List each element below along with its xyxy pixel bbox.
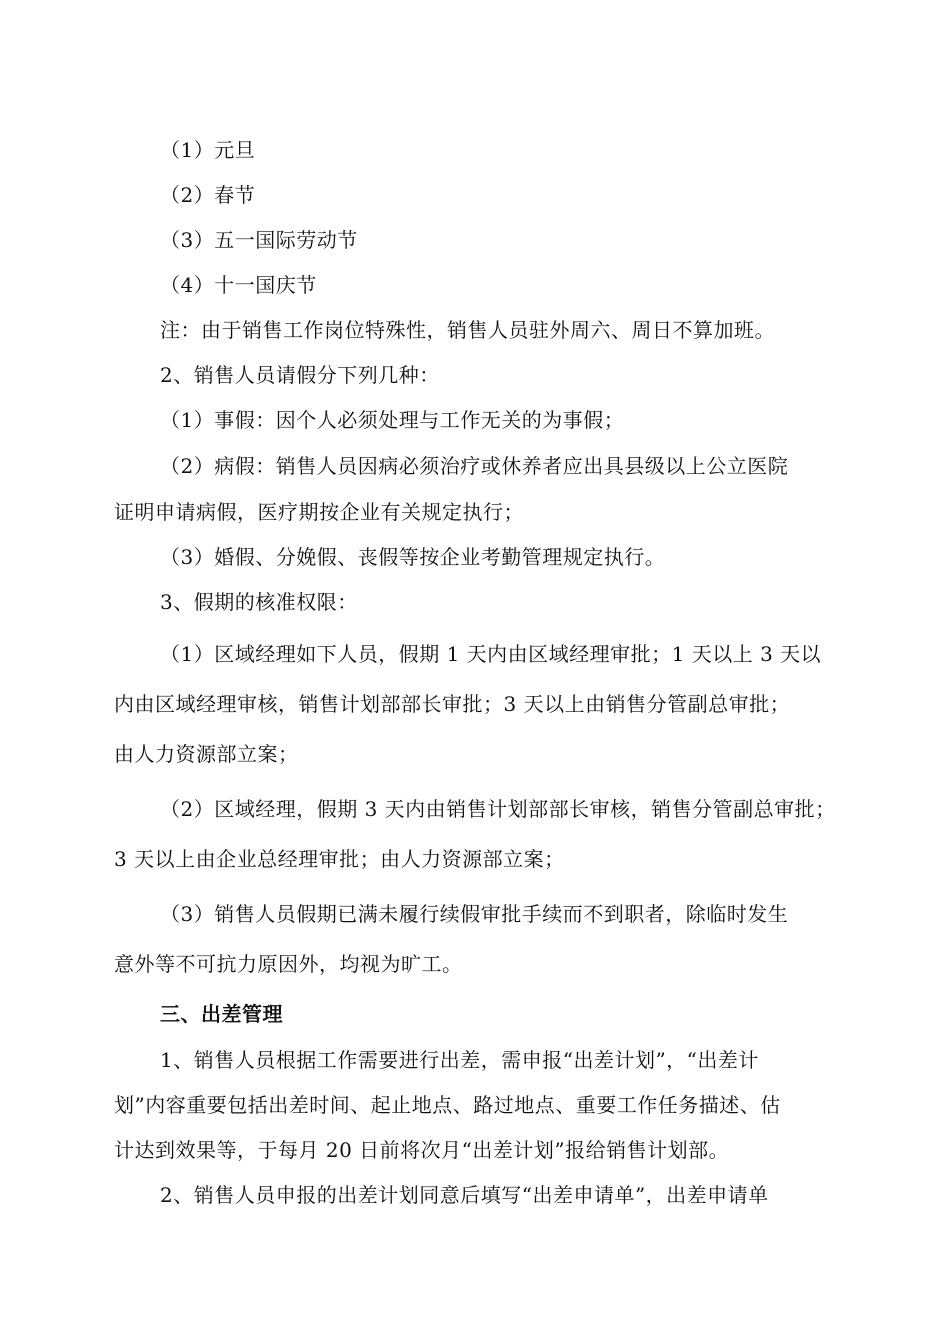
leave-types-heading: 2、销售人员请假分下列几种：	[160, 363, 440, 387]
approval-item-1-line-2: 内由区域经理审核，销售计划部部长审批；3 天以上由销售分管副总审批；	[114, 692, 791, 716]
holiday-item-2: （2）春节	[160, 183, 256, 207]
approval-item-3-line-2: 意外等不可抗力原因外，均视为旷工。	[114, 952, 463, 976]
holiday-item-1: （1）元旦	[160, 138, 256, 162]
trip-item-1-line-2: 划”内容重要包括出差时间、起止地点、路过地点、重要工作任务描述、估	[114, 1093, 781, 1117]
approval-item-3-line-1: （3）销售人员假期已满未履行续假审批手续而不到职者，除临时发生	[160, 902, 789, 926]
trip-item-2-line-1: 2、销售人员申报的出差计划同意后填写“出差申请单”，出差申请单	[160, 1183, 769, 1207]
trip-item-1-line-1: 1、销售人员根据工作需要进行出差，需申报“出差计划”，“出差计	[160, 1048, 759, 1072]
leave-item-2-line-2: 证明申请病假，医疗期按企业有关规定执行；	[114, 500, 524, 524]
leave-item-1: （1）事假：因个人必须处理与工作无关的为事假；	[160, 408, 625, 432]
note-paragraph: 注：由于销售工作岗位特殊性，销售人员驻外周六、周日不算加班。	[160, 318, 775, 342]
leave-item-3: （3）婚假、分娩假、丧假等按企业考勤管理规定执行。	[160, 545, 666, 569]
section-heading-business-trip: 三、出差管理	[160, 1002, 283, 1026]
leave-item-2-line-1: （2）病假：销售人员因病必须治疗或休养者应出具县级以上公立医院	[160, 454, 789, 478]
approval-item-2-line-1: （2）区域经理，假期 3 天内由销售计划部部长审核，销售分管副总审批；	[160, 797, 836, 821]
holiday-item-4: （4）十一国庆节	[160, 273, 317, 297]
trip-item-1-line-3: 计达到效果等，于每月 20 日前将次月“出差计划”报给销售计划部。	[114, 1138, 730, 1162]
approval-heading: 3、假期的核准权限：	[160, 590, 358, 614]
approval-item-1-line-3: 由人力资源部立案；	[114, 742, 299, 766]
approval-item-1-line-1: （1）区域经理如下人员，假期 1 天内由区域经理审批；1 天以上 3 天以	[160, 642, 822, 666]
holiday-item-3: （3）五一国际劳动节	[160, 228, 358, 252]
approval-item-2-line-2: 3 天以上由企业总经理审批；由人力资源部立案；	[114, 847, 565, 871]
